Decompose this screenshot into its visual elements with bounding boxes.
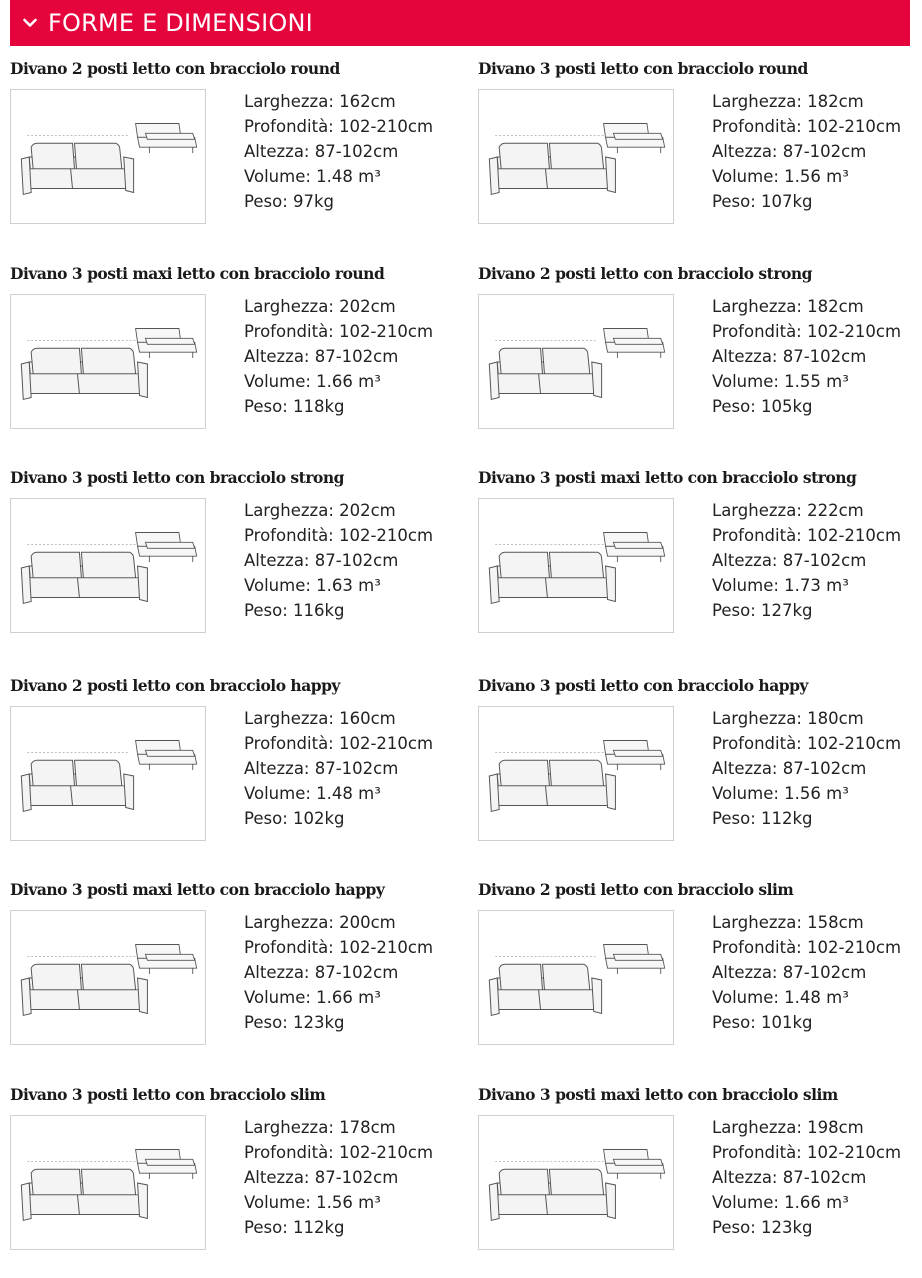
- product-specs: [244, 706, 433, 831]
- spec-peso: Peso: 105kg: [712, 397, 813, 416]
- product-thumbnail[interactable]: [478, 294, 674, 429]
- spec-peso: Peso: 123kg: [244, 1013, 345, 1032]
- spec-altezza: Altezza: 87-102cm: [712, 142, 867, 161]
- product-name: Divano 3 posti maxi letto con bracciolo slim: [478, 1085, 838, 1104]
- product-name: Divano 2 posti letto con bracciolo strong: [478, 264, 812, 283]
- sofa-bed-illustration: [479, 707, 673, 840]
- spec-larghezza: Larghezza: 160cm: [244, 709, 396, 728]
- spec-profondita: Profondità: 102-210cm: [244, 322, 434, 341]
- product-specs: [712, 498, 901, 623]
- spec-profondita: Profondità: 102-210cm: [712, 322, 902, 341]
- product-name: Divano 3 posti letto con bracciolo strong: [10, 468, 344, 487]
- product-card: [478, 880, 918, 1070]
- product-card: [10, 468, 450, 658]
- spec-profondita: Profondità: 102-210cm: [244, 734, 434, 753]
- product-thumbnail[interactable]: [478, 498, 674, 633]
- spec-volume: Volume: 1.48 m³: [712, 988, 849, 1007]
- spec-peso: Peso: 123kg: [712, 1218, 813, 1237]
- product-name: Divano 2 posti letto con bracciolo round: [10, 59, 340, 78]
- spec-peso: Peso: 112kg: [244, 1218, 345, 1237]
- product-thumbnail[interactable]: [10, 498, 206, 633]
- spec-volume: Volume: 1.48 m³: [244, 784, 381, 803]
- spec-larghezza: Larghezza: 222cm: [712, 501, 864, 520]
- spec-volume: Volume: 1.56 m³: [712, 167, 849, 186]
- spec-volume: Volume: 1.63 m³: [244, 576, 381, 595]
- product-name: Divano 2 posti letto con bracciolo slim: [478, 880, 794, 899]
- spec-larghezza: Larghezza: 202cm: [244, 297, 396, 316]
- product-specs: [244, 910, 433, 1035]
- product-card: [10, 1085, 450, 1275]
- spec-larghezza: Larghezza: 182cm: [712, 297, 864, 316]
- section-header-forme-e-dimensioni[interactable]: [10, 0, 910, 46]
- product-name: Divano 2 posti letto con bracciolo happy: [10, 676, 340, 695]
- product-thumbnail[interactable]: [478, 910, 674, 1045]
- product-specs: [712, 910, 901, 1035]
- product-thumbnail[interactable]: [10, 910, 206, 1045]
- spec-larghezza: Larghezza: 158cm: [712, 913, 864, 932]
- spec-volume: Volume: 1.66 m³: [244, 988, 381, 1007]
- product-specs: [712, 1115, 901, 1240]
- spec-profondita: Profondità: 102-210cm: [244, 117, 434, 136]
- product-name: Divano 3 posti maxi letto con bracciolo round: [10, 264, 385, 283]
- spec-larghezza: Larghezza: 198cm: [712, 1118, 864, 1137]
- spec-altezza: Altezza: 87-102cm: [244, 759, 399, 778]
- spec-peso: Peso: 127kg: [712, 601, 813, 620]
- product-thumbnail[interactable]: [10, 1115, 206, 1250]
- sofa-bed-illustration: [11, 90, 205, 223]
- product-card: [10, 59, 450, 249]
- sofa-bed-illustration: [11, 1116, 205, 1249]
- sofa-bed-illustration: [479, 499, 673, 632]
- product-name: Divano 3 posti letto con bracciolo slim: [10, 1085, 326, 1104]
- spec-volume: Volume: 1.66 m³: [712, 1193, 849, 1212]
- spec-altezza: Altezza: 87-102cm: [244, 347, 399, 366]
- spec-larghezza: Larghezza: 178cm: [244, 1118, 396, 1137]
- spec-profondita: Profondità: 102-210cm: [244, 1143, 434, 1162]
- product-thumbnail[interactable]: [10, 294, 206, 429]
- product-thumbnail[interactable]: [478, 89, 674, 224]
- sofa-bed-illustration: [11, 911, 205, 1044]
- spec-volume: Volume: 1.56 m³: [244, 1193, 381, 1212]
- product-thumbnail[interactable]: [478, 1115, 674, 1250]
- sofa-bed-illustration: [479, 1116, 673, 1249]
- product-name: Divano 3 posti maxi letto con bracciolo strong: [478, 468, 857, 487]
- product-card: [478, 59, 918, 249]
- product-specs: [712, 706, 901, 831]
- spec-altezza: Altezza: 87-102cm: [244, 551, 399, 570]
- spec-volume: Volume: 1.55 m³: [712, 372, 849, 391]
- spec-altezza: Altezza: 87-102cm: [244, 142, 399, 161]
- sofa-bed-illustration: [479, 90, 673, 223]
- product-card: [10, 264, 450, 454]
- product-card: [10, 676, 450, 866]
- chevron-down-icon: [20, 13, 40, 33]
- spec-larghezza: Larghezza: 180cm: [712, 709, 864, 728]
- spec-profondita: Profondità: 102-210cm: [712, 1143, 902, 1162]
- spec-altezza: Altezza: 87-102cm: [712, 759, 867, 778]
- spec-peso: Peso: 112kg: [712, 809, 813, 828]
- spec-peso: Peso: 116kg: [244, 601, 345, 620]
- spec-volume: Volume: 1.56 m³: [712, 784, 849, 803]
- spec-profondita: Profondità: 102-210cm: [712, 734, 902, 753]
- spec-volume: Volume: 1.73 m³: [712, 576, 849, 595]
- product-card: [478, 264, 918, 454]
- sofa-bed-illustration: [11, 707, 205, 840]
- spec-altezza: Altezza: 87-102cm: [712, 551, 867, 570]
- product-name: Divano 3 posti maxi letto con bracciolo happy: [10, 880, 385, 899]
- section-title: FORME E DIMENSIONI: [48, 9, 313, 37]
- spec-larghezza: Larghezza: 182cm: [712, 92, 864, 111]
- product-name: Divano 3 posti letto con bracciolo happy: [478, 676, 808, 695]
- spec-peso: Peso: 101kg: [712, 1013, 813, 1032]
- product-card: [478, 468, 918, 658]
- spec-altezza: Altezza: 87-102cm: [244, 963, 399, 982]
- sofa-bed-illustration: [479, 295, 673, 428]
- sofa-bed-illustration: [11, 295, 205, 428]
- spec-altezza: Altezza: 87-102cm: [244, 1168, 399, 1187]
- spec-profondita: Profondità: 102-210cm: [712, 526, 902, 545]
- product-card: [478, 676, 918, 866]
- spec-profondita: Profondità: 102-210cm: [712, 117, 902, 136]
- product-specs: [244, 1115, 433, 1240]
- spec-altezza: Altezza: 87-102cm: [712, 1168, 867, 1187]
- product-specs: [712, 294, 901, 419]
- product-specs: [244, 294, 433, 419]
- product-specs: [712, 89, 901, 214]
- spec-larghezza: Larghezza: 202cm: [244, 501, 396, 520]
- product-card: [10, 880, 450, 1070]
- spec-altezza: Altezza: 87-102cm: [712, 347, 867, 366]
- spec-altezza: Altezza: 87-102cm: [712, 963, 867, 982]
- spec-larghezza: Larghezza: 200cm: [244, 913, 396, 932]
- spec-peso: Peso: 118kg: [244, 397, 345, 416]
- spec-volume: Volume: 1.48 m³: [244, 167, 381, 186]
- product-card: [478, 1085, 918, 1275]
- spec-larghezza: Larghezza: 162cm: [244, 92, 396, 111]
- product-thumbnail[interactable]: [10, 706, 206, 841]
- product-specs: [244, 498, 433, 623]
- spec-profondita: Profondità: 102-210cm: [712, 938, 902, 957]
- product-thumbnail[interactable]: [10, 89, 206, 224]
- sofa-bed-illustration: [479, 911, 673, 1044]
- product-specs: [244, 89, 433, 214]
- spec-profondita: Profondità: 102-210cm: [244, 526, 434, 545]
- spec-peso: Peso: 102kg: [244, 809, 345, 828]
- product-name: Divano 3 posti letto con bracciolo round: [478, 59, 808, 78]
- sofa-bed-illustration: [11, 499, 205, 632]
- spec-peso: Peso: 107kg: [712, 192, 813, 211]
- spec-peso: Peso: 97kg: [244, 192, 335, 211]
- spec-profondita: Profondità: 102-210cm: [244, 938, 434, 957]
- product-thumbnail[interactable]: [478, 706, 674, 841]
- spec-volume: Volume: 1.66 m³: [244, 372, 381, 391]
